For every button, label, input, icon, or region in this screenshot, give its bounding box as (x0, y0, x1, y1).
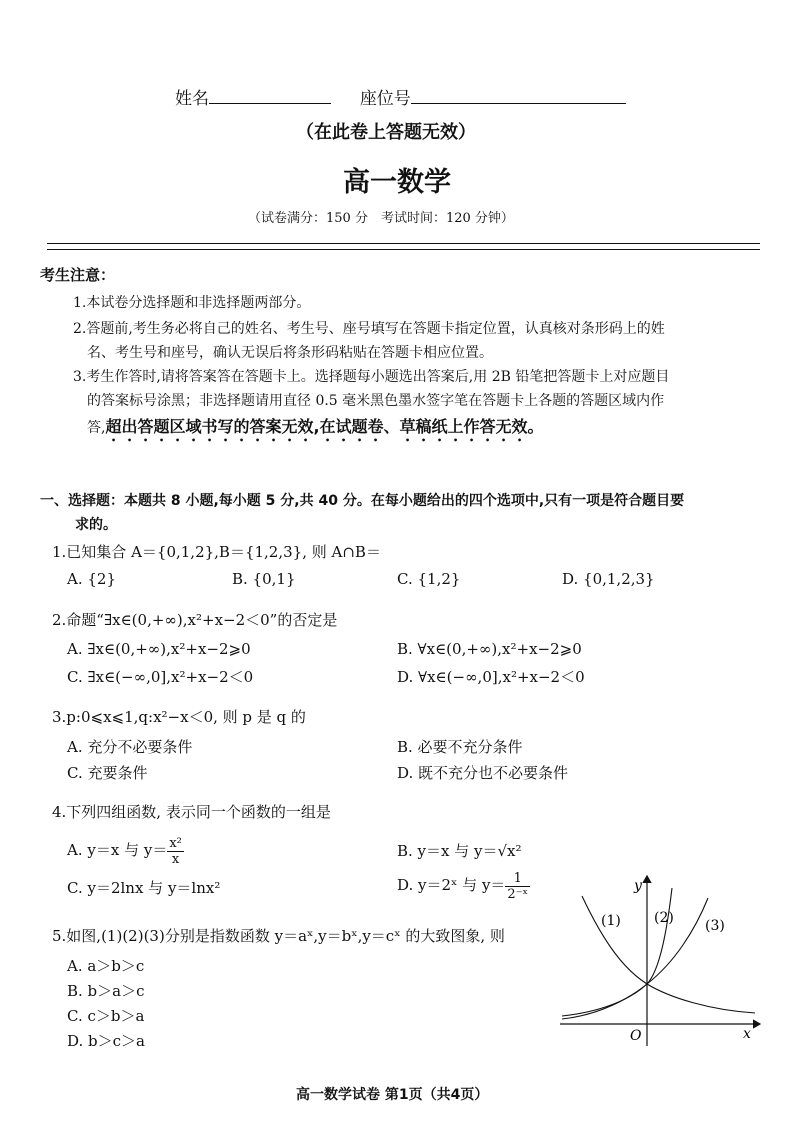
q4-option-d-fraction (505, 871, 530, 902)
divider-top (47, 243, 760, 244)
page-footer: 高一数学试卷 第1页（共4页） (296, 1087, 489, 1103)
curve-2-label: (2) (654, 910, 674, 926)
q5-option-a[interactable]: A. a＞b＞c (67, 957, 145, 975)
q4-option-a-fraction (167, 836, 184, 867)
instructions-heading: 考生注意： (40, 266, 116, 284)
q4-option-a[interactable] (67, 833, 184, 867)
seat-blank[interactable] (411, 87, 626, 104)
q3-option-d[interactable]: D. 既不充分也不必要条件 (397, 764, 569, 782)
curve-2 (562, 888, 672, 1016)
q1-stem: 1.已知集合 A＝{0,1,2},B＝{1,2,3}, 则 A∩B＝ (52, 543, 381, 561)
q4-option-a-text: A. y＝x 与 y＝ (67, 841, 168, 859)
q2-option-a[interactable]: A. ∃x∈(0,+∞),x²+x−2⩾0 (67, 640, 251, 658)
q5-option-c[interactable]: C. c＞b＞a (67, 1007, 145, 1025)
x-axis-label: x (743, 1026, 751, 1042)
q5-option-b[interactable]: B. b＞a＞c (67, 982, 145, 1000)
page-title: 高一数学 (343, 167, 451, 198)
instruction-3-end (87, 414, 544, 445)
curve-1-label: (1) (601, 913, 621, 929)
q2-option-d[interactable]: D. ∀x∈(−∞,0],x²+x−2＜0 (397, 668, 585, 686)
origin-label: O (630, 1028, 642, 1044)
instruction-2: 2.答题前,考生务必将自己的姓名、考生号、座号填写在答题卡指定位置，认真核对条形码上的姓 (73, 321, 665, 337)
section-heading: 一、选择题：本题共 8 小题,每小题 5 分,共 40 分。在每小题给出的四个选项中,只有一项是符合题目要 (40, 493, 685, 509)
q4-a-denominator: x (171, 851, 180, 867)
q3-stem: 3.p:0⩽x⩽1,q:x²−x＜0, 则 p 是 q 的 (52, 708, 306, 726)
name-field (175, 84, 626, 109)
emphasis-warning: 超出答题区域书写的答案无效,在试题卷、草稿纸上作答无效。 (105, 417, 544, 436)
q4-option-d[interactable] (397, 868, 530, 902)
q4-d-denominator: 2⁻ˣ (507, 886, 529, 902)
exponential-graph (550, 870, 770, 1050)
invalid-notice: （在此卷上答题无效） (296, 122, 476, 143)
q3-option-b[interactable]: B. 必要不充分条件 (397, 738, 523, 756)
q1-option-b[interactable]: B. {0,1} (232, 570, 296, 588)
name-label: 姓名 (175, 89, 209, 109)
section-heading-cont: 求的。 (75, 517, 117, 533)
y-axis-label: y (634, 878, 642, 894)
name-blank[interactable] (209, 87, 331, 104)
q4-stem: 4.下列四组函数, 表示同一个函数的一组是 (52, 803, 331, 821)
q1-option-d[interactable]: D. {0,1,2,3} (562, 570, 655, 588)
q4-a-numerator: x² (169, 835, 182, 851)
instruction-3-cont: 的答案标号涂黑；非选择题请用直径 0.5 毫米黑色墨水签字笔在答题卡上各题的答题区域内作 (87, 393, 665, 409)
q1-option-c[interactable]: C. {1,2} (397, 570, 461, 588)
q4-option-c[interactable]: C. y＝2lnx 与 y＝lnx² (67, 879, 221, 897)
instruction-2-cont: 名、考生号和座号，确认无误后将条形码粘贴在答题卡相应位置。 (87, 345, 493, 361)
q1-option-a[interactable]: A. {2} (67, 570, 116, 588)
instruction-3-prefix: 答, (87, 420, 106, 436)
exam-info: （试卷满分：150 分 考试时间：120 分钟） (248, 211, 514, 226)
q4-option-b[interactable]: B. y＝x 与 y＝√x² (397, 842, 522, 860)
instruction-1: 1.本试卷分选择题和非选择题两部分。 (73, 295, 311, 311)
q2-stem: 2.命题“∃x∈(0,+∞),x²+x−2＜0”的否定是 (52, 611, 338, 629)
q3-option-a[interactable]: A. 充分不必要条件 (67, 738, 193, 756)
seat-label: 座位号 (359, 89, 411, 109)
q3-option-c[interactable]: C. 充要条件 (67, 764, 148, 782)
divider-bottom (47, 249, 760, 250)
q2-option-c[interactable]: C. ∃x∈(−∞,0],x²+x−2＜0 (67, 668, 254, 686)
q4-option-d-text: D. y＝2ˣ 与 y＝ (397, 876, 506, 894)
q2-option-b[interactable]: B. ∀x∈(0,+∞),x²+x−2⩾0 (397, 640, 582, 658)
q5-stem: 5.如图,(1)(2)(3)分别是指数函数 y＝aˣ,y＝bˣ,y＝cˣ 的大致图象, 则 (52, 927, 505, 945)
instruction-3: 3.考生作答时,请将答案答在答题卡上。选择题每小题选出答案后,用 2B 铅笔把答题卡上对应题目 (73, 369, 670, 385)
q4-d-numerator: 1 (505, 871, 530, 887)
q5-option-d[interactable]: D. b＞c＞a (67, 1032, 145, 1050)
curve-3-label: (3) (705, 918, 725, 934)
